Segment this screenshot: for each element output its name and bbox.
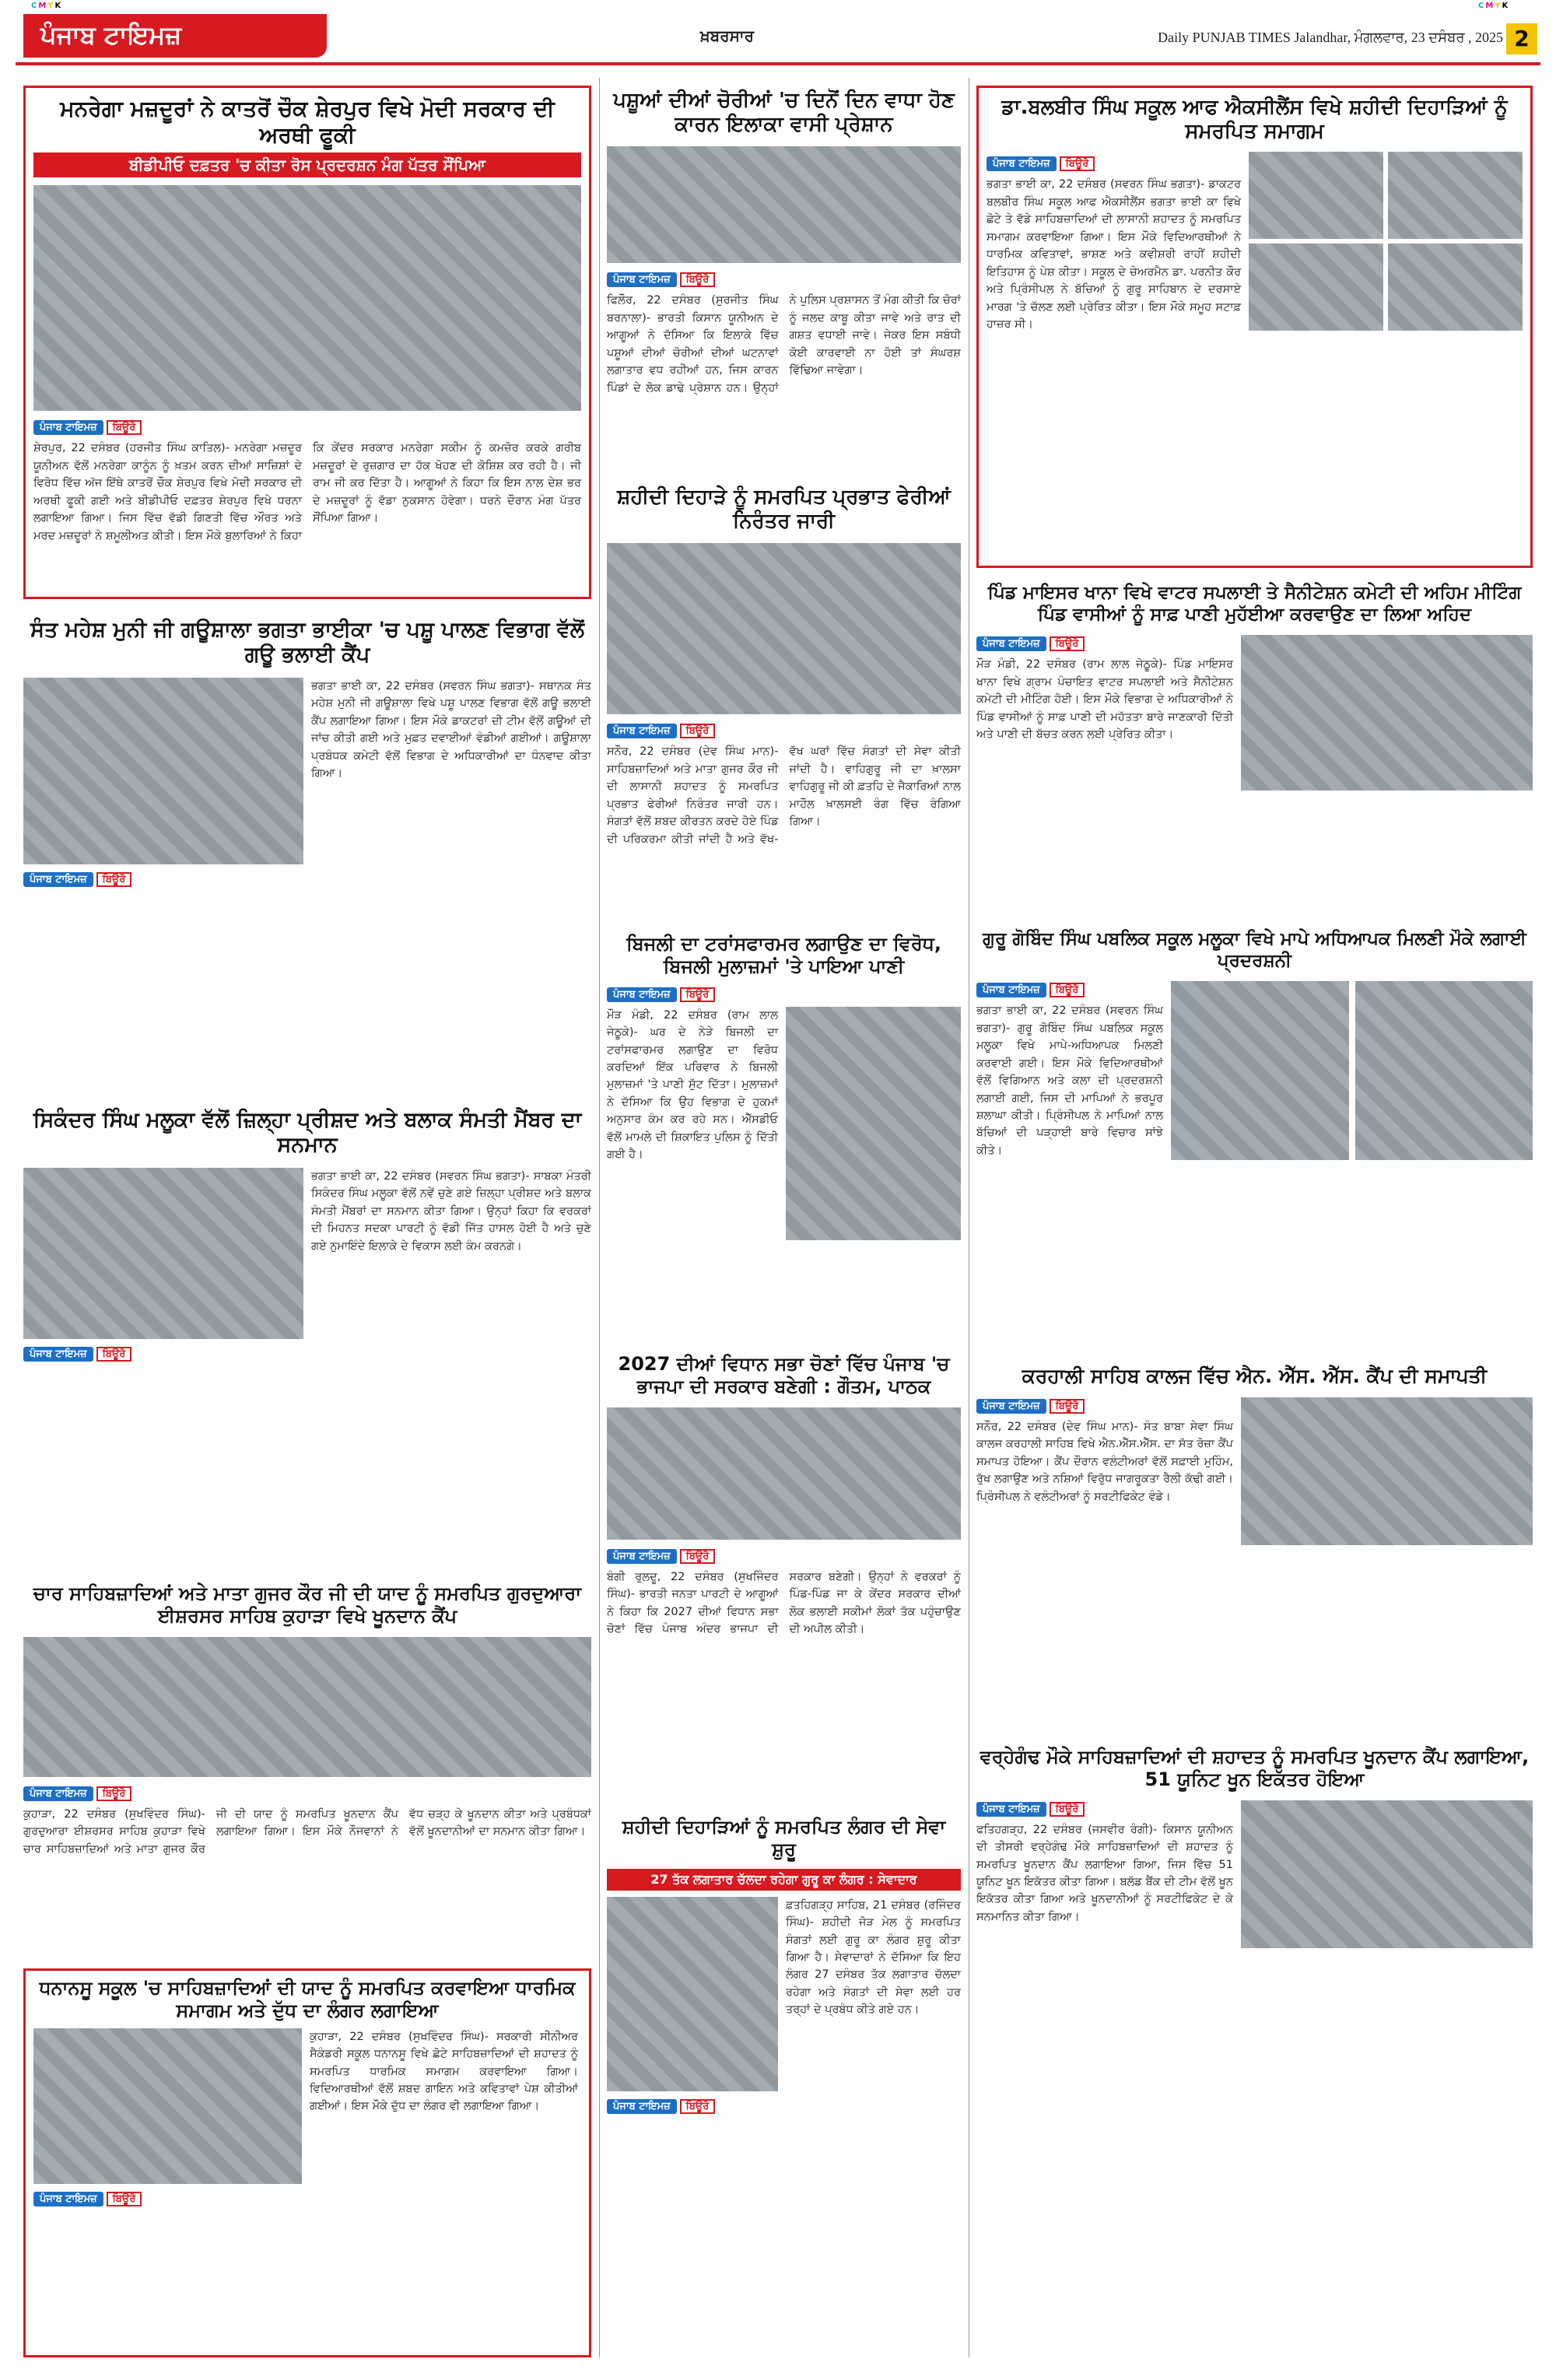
byline: ਪੰਜਾਬ ਟਾਇਮਜ਼ ਬਿਊਰੋ [987, 152, 1241, 176]
article-photo [1355, 981, 1533, 1160]
article-body: ਸਨੌਰ, 22 ਦਸੰਬਰ (ਦੇਵ ਸਿੰਘ ਮਾਨ)- ਸੰਤ ਬਾਬਾ ਸੇਵਾ ਸਿੰਘ ਕਾਲਜ ਕਰਹਾਲੀ ਸਾਹਿਬ ਵਿਖੇ ਐਨ.ਐੱਸ.ਐੱਸ. ਦਾ ਸੱਤ ਰੋਜ਼ਾ ਕੈਂਪ ਸਮਾਪਤ ਹੋਇਆ। ਕੈਂਪ ਦੌਰਾਨ ਵਲੰਟੀਅਰਾਂ ਵੱਲੋਂ ਸਫ਼ਾਈ ਮੁਹਿੰਮ, ਰੁੱਖ ਲਗਾਉਣ ਅਤੇ ਨਸ਼ਿਆਂ ਵਿਰੁੱਧ ਜਾਗਰੂਕਤਾ ਰੈਲੀ ਕੱਢੀ ਗਈ। ਪ੍ਰਿੰਸੀਪਲ ਨੇ ਵਲੰਟੀਅਰਾਂ ਨੂੰ ਸਰਟੀਫਿਕੇਟ ਵੰਡੇ। [976, 1421, 1233, 1503]
article-subhead: ਬੀਡੀਪੀਓ ਦਫ਼ਤਰ 'ਚ ਕੀਤਾ ਰੋਸ ਪ੍ਰਦਰਸ਼ਨ ਮੰਗ ਪੱਤਰ ਸੌਂਪਿਆ [33, 152, 581, 177]
article-photo [1241, 1397, 1533, 1545]
article-photo [33, 2028, 302, 2184]
article-body: ਸਨੌਰ, 22 ਦਸੰਬਰ (ਦੇਵ ਸਿੰਘ ਮਾਨ)- ਸਾਹਿਬਜ਼ਾਦਿਆਂ ਅਤੇ ਮਾਤਾ ਗੁਜਰ ਕੌਰ ਜੀ ਦੀ ਲਾਸਾਨੀ ਸ਼ਹਾਦਤ ਨੂੰ ਸਮਰਪਿਤ ਪ੍ਰਭਾਤ ਫੇਰੀਆਂ ਨਿਰੰਤਰ ਜਾਰੀ ਹਨ। ਸੰਗਤਾਂ ਵੱਲੋਂ ਸ਼ਬਦ ਕੀਰਤਨ ਕਰਦੇ ਹੋਏ ਪਿੰਡ ਦੀ ਪਰਿਕਰਮਾ ਕੀਤੀ ਜਾਂਦੀ ਹੈ ਅਤੇ ਵੱਖ-ਵੱਖ ਘਰਾਂ ਵਿੱਚ ਸੰਗਤਾਂ ਦੀ ਸੇਵਾ ਕੀਤੀ ਜਾਂਦੀ ਹੈ। ਵਾਹਿਗੁਰੂ ਜੀ ਦਾ ਖ਼ਾਲਸਾ ਵਾਹਿਗੁਰੂ ਜੀ ਕੀ ਫ਼ਤਹਿ ਦੇ ਜੈਕਾਰਿਆਂ ਨਾਲ ਮਾਹੌਲ ਖ਼ਾਲਸਈ ਰੰਗ ਵਿੱਚ ਰੰਗਿਆ ਗਿਆ। [607, 745, 961, 846]
article-photo [1241, 635, 1533, 790]
byline: ਪੰਜਾਬ ਟਾਇਮਜ਼ ਬਿਊਰੋ [607, 269, 961, 292]
byline: ਪੰਜਾਬ ਟਾਇਮਜ਼ ਬਿਊਰੋ [23, 1783, 591, 1806]
article-photo [786, 1007, 961, 1240]
section-label: ਖ਼ਬਰਸਾਰ [700, 26, 755, 45]
article-water-supply-meeting [976, 580, 1533, 914]
article-headline: ਪਸ਼ੂਆਂ ਦੀਆਂ ਚੋਰੀਆਂ 'ਚ ਦਿਨੋਂ ਦਿਨ ਵਾਧਾ ਹੋਣ ਕਾਰਨ ਇਲਾਕਾ ਵਾਸੀ ਪ੍ਰੇਸ਼ਾਨ [613, 89, 955, 137]
article-photo [607, 146, 961, 263]
byline: ਪੰਜਾਬ ਟਾਇਮਜ਼ ਬਿਊਰੋ [976, 1800, 1233, 1821]
article-body: ਮੌੜ ਮੰਡੀ, 22 ਦਸੰਬਰ (ਰਾਮ ਲਾਲ ਜੇਠੂਕੇ)- ਘਰ ਦੇ ਨੇੜੇ ਬਿਜਲੀ ਦਾ ਟਰਾਂਸਫਾਰਮਰ ਲਗਾਉਣ ਦਾ ਵਿਰੋਧ ਕਰਦਿਆਂ ਇੱਕ ਪਰਿਵਾਰ ਨੇ ਬਿਜਲੀ ਮੁਲਾਜ਼ਮਾਂ 'ਤੇ ਪਾਣੀ ਸੁੱਟ ਦਿੱਤਾ। ਮੁਲਾਜ਼ਮਾਂ ਨੇ ਦੱਸਿਆ ਕਿ ਉਹ ਵਿਭਾਗ ਦੇ ਹੁਕਮਾਂ ਅਨੁਸਾਰ ਕੰਮ ਕਰ ਰਹੇ ਸਨ। ਐੱਸਡੀਓ ਵੱਲੋਂ ਮਾਮਲੇ ਦੀ ਸ਼ਿਕਾਇਤ ਪੁਲਿਸ ਨੂੰ ਦਿੱਤੀ ਗਈ ਹੈ। [607, 1008, 778, 1162]
article-photo [23, 678, 303, 864]
article-headline: ਸੰਤ ਮਹੇਸ਼ ਮੁਨੀ ਜੀ ਗਊਸ਼ਾਲਾ ਭਗਤਾ ਭਾਈਕਾ 'ਚ ਪਸ਼ੂ ਪਾਲਣ ਵਿਭਾਗ ਵੱਲੋਂ ਗਊ ਭਲਾਈ ਕੈਂਪ [30, 618, 584, 668]
article-headline: ਸ਼ਹੀਦੀ ਦਿਹਾੜਿਆਂ ਨੂੰ ਸਮਰਪਿਤ ਲੰਗਰ ਦੀ ਸੇਵਾ ਸ਼ੁਰੂ [622, 1816, 946, 1860]
article-dhananasu-school [23, 1968, 591, 2357]
article-school-martyrdom-event [976, 86, 1533, 568]
article-headline: ਧਨਾਨਸੂ ਸਕੂਲ 'ਚ ਸਾਹਿਬਜ਼ਾਦਿਆਂ ਦੀ ਯਾਦ ਨੂੰ ਸਮਰਪਿਤ ਕਰਵਾਇਆ ਧਾਰਮਿਕ ਸਮਾਗਮ ਅਤੇ ਦੁੱਧ ਦਾ ਲੰਗਰ ਲਗਾਇਆ [39, 1977, 576, 2021]
article-cattle-theft [607, 86, 961, 475]
article-headline: ਵਰ੍ਹੇਗੰਢ ਮੌਕੇ ਸਾਹਿਬਜ਼ਾਦਿਆਂ ਦੀ ਸ਼ਹਾਦਤ ਨੂੰ ਸਮਰਪਿਤ ਖੂਨਦਾਨ ਕੈਂਪ ਲਗਾਇਆ, 51 ਯੂਨਿਟ ਖੂਨ ਇਕੱਤਰ ਹੋਇਆ [980, 1746, 1530, 1790]
article-photo [1249, 152, 1383, 239]
cmyk-marks-right: CMYK [1478, 2, 1510, 10]
article-photo [1241, 1800, 1533, 1948]
article-maluka-felicitation [23, 1105, 591, 1572]
article-gurdwara-blood-camp [23, 1579, 591, 1961]
article-headline: ਸ਼ਹੀਦੀ ਦਿਹਾੜੇ ਨੂੰ ਸਮਰਪਿਤ ਪ੍ਰਭਾਤ ਫੇਰੀਆਂ ਨਿਰੰਤਰ ਜਾਰੀ [617, 485, 951, 534]
article-blood-donation-51-units [976, 1743, 1533, 2357]
article-photo [23, 1637, 591, 1777]
masthead [0, 0, 1556, 62]
article-headline: ਮਨਰੇਗਾ ਮਜ਼ਦੂਰਾਂ ਨੇ ਕਾਤਰੋਂ ਚੌਕ ਸ਼ੇਰਪੁਰ ਵਿਖੇ ਮੋਦੀ ਸਰਕਾਰ ਦੀ ਅਰਥੀ ਫੂਕੀ [60, 96, 555, 148]
article-headline: ਕਰਹਾਲੀ ਸਾਹਿਬ ਕਾਲਜ ਵਿੱਚ ਐਨ. ਐੱਸ. ਐੱਸ. ਕੈਂਪ ਦੀ ਸਮਾਪਤੀ [1022, 1365, 1488, 1387]
byline: ਪੰਜਾਬ ਟਾਇਮਜ਼ ਬਿਊਰੋ [33, 2184, 302, 2211]
article-body: ਬੰਗੀ ਰੁਲਦੂ, 22 ਦਸੰਬਰ (ਸੁਖਜਿੰਦਰ ਸਿੰਘ)- ਭਾਰਤੀ ਜਨਤਾ ਪਾਰਟੀ ਦੇ ਆਗੂਆਂ ਨੇ ਕਿਹਾ ਕਿ 2027 ਦੀਆਂ ਵਿਧਾਨ ਸਭਾ ਚੋਣਾਂ ਵਿੱਚ ਪੰਜਾਬ ਅੰਦਰ ਭਾਜਪਾ ਦੀ ਸਰਕਾਰ ਬਣੇਗੀ। ਉਨ੍ਹਾਂ ਨੇ ਵਰਕਰਾਂ ਨੂੰ ਪਿੰਡ-ਪਿੰਡ ਜਾ ਕੇ ਕੇਂਦਰ ਸਰਕਾਰ ਦੀਆਂ ਲੋਕ ਭਲਾਈ ਸਕੀਮਾਂ ਲੋਕਾਂ ਤੱਕ ਪਹੁੰਚਾਉਣ ਦੀ ਅਪੀਲ ਕੀਤੀ। [607, 1570, 961, 1635]
byline: ਪੰਜਾਬ ਟਾਇਮਜ਼ ਬਿਊਰੋ [607, 720, 961, 743]
article-photo [23, 1168, 303, 1339]
byline: ਪੰਜਾਬ ਟਾਇਮਜ਼ ਬਿਊਰੋ [976, 1397, 1233, 1418]
byline: ਪੰਜਾਬ ਟਾਇਮਜ਼ ਬਿਊਰੋ [607, 1546, 961, 1569]
article-headline: ਡਾ.ਬਲਬੀਰ ਸਿੰਘ ਸਕੂਲ ਆਫ ਐਕਸੀਲੈਂਸ ਵਿਖੇ ਸ਼ਹੀਦੀ ਦਿਹਾੜਿਆਂ ਨੂੰ ਸਮਰਪਿਤ ਸਮਾਗਮ [1001, 96, 1508, 144]
page-number: 2 [1506, 23, 1537, 54]
byline: ਪੰਜਾਬ ਟਾਇਮਜ਼ ਬਿਊਰੋ [23, 864, 303, 892]
article-nss-camp [976, 1362, 1533, 1735]
article-headline: ਬਿਜਲੀ ਦਾ ਟਰਾਂਸਫਾਰਮਰ ਲਗਾਉਣ ਦਾ ਵਿਰੋਧ, ਬਿਜਲੀ ਮੁਲਾਜ਼ਮਾਂ 'ਤੇ ਪਾਇਆ ਪਾਣੀ [626, 933, 941, 977]
article-body: ਮੌੜ ਮੰਡੀ, 22 ਦਸੰਬਰ (ਰਾਮ ਲਾਲ ਜੇਠੂਕੇ)- ਪਿੰਡ ਮਾਇਸਰ ਖਾਨਾ ਵਿਖੇ ਗ੍ਰਾਮ ਪੰਚਾਇਤ ਵਾਟਰ ਸਪਲਾਈ ਅਤੇ ਸੈਨੀਟੇਸ਼ਨ ਕਮੇਟੀ ਦੀ ਮੀਟਿੰਗ ਹੋਈ। ਇਸ ਮੌਕੇ ਵਿਭਾਗ ਦੇ ਅਧਿਕਾਰੀਆਂ ਨੇ ਪਿੰਡ ਵਾਸੀਆਂ ਨੂੰ ਸਾਫ਼ ਪਾਣੀ ਦੀ ਮਹੱਤਤਾ ਬਾਰੇ ਜਾਣਕਾਰੀ ਦਿੱਤੀ ਅਤੇ ਪਾਣੀ ਦੀ ਬੱਚਤ ਕਰਨ ਲਈ ਪ੍ਰੇਰਿਤ ਕੀਤਾ। [976, 658, 1233, 741]
article-banner: 27 ਤੱਕ ਲਗਾਤਾਰ ਚੱਲਦਾ ਰਹੇਗਾ ਗੁਰੂ ਕਾ ਲੰਗਰ : ਸੇਵਾਦਾਰ [607, 1869, 961, 1891]
article-photo [1249, 244, 1383, 331]
article-body: ਭਗਤਾ ਭਾਈ ਕਾ, 22 ਦਸੰਬਰ (ਸਵਰਨ ਸਿੰਘ ਭਗਤਾ)- ਸਾਬਕਾ ਮੰਤਰੀ ਸਿਕੰਦਰ ਸਿੰਘ ਮਲੂਕਾ ਵੱਲੋਂ ਨਵੇਂ ਚੁਣੇ ਗਏ ਜ਼ਿਲ੍ਹਾ ਪ੍ਰੀਸ਼ਦ ਅਤੇ ਬਲਾਕ ਸੰਮਤੀ ਮੈਂਬਰਾਂ ਦਾ ਸਨਮਾਨ ਕੀਤਾ ਗਿਆ। ਉਨ੍ਹਾਂ ਕਿਹਾ ਕਿ ਵਰਕਰਾਂ ਦੀ ਮਿਹਨਤ ਸਦਕਾ ਪਾਰਟੀ ਨੂੰ ਵੱਡੀ ਜਿੱਤ ਹਾਸਲ ਹੋਈ ਹੈ ਅਤੇ ਚੁਣੇ ਗਏ ਨੁਮਾਇੰਦੇ ਇਲਾਕੇ ਦੇ ਵਿਕਾਸ ਲਈ ਕੰਮ ਕਰਨਗੇ। [311, 1169, 591, 1253]
article-body: ਸ਼ੇਰਪੁਰ, 22 ਦਸੰਬਰ (ਹਰਜੀਤ ਸਿੰਘ ਕਾਤਿਲ)- ਮਨਰੇਗਾ ਮਜ਼ਦੂਰ ਯੂਨੀਅਨ ਵੱਲੋਂ ਮਨਰੇਗਾ ਕਾਨੂੰਨ ਨੂੰ ਖ਼ਤਮ ਕਰਨ ਦੀਆਂ ਸਾਜ਼ਿਸ਼ਾਂ ਦੇ ਵਿਰੋਧ ਵਿੱਚ ਅੱਜ ਇੱਥੇ ਕਾਤਰੋਂ ਚੌਕ ਸ਼ੇਰਪੁਰ ਵਿਖੇ ਮੋਦੀ ਸਰਕਾਰ ਦੀ ਅਰਥੀ ਫੂਕੀ ਗਈ ਅਤੇ ਬੀਡੀਪੀਓ ਦਫ਼ਤਰ ਸ਼ੇਰਪੁਰ ਵਿਖੇ ਧਰਨਾ ਲਗਾਇਆ ਗਿਆ। ਜਿਸ ਵਿੱਚ ਵੱਡੀ ਗਿਣਤੀ ਵਿੱਚ ਔਰਤ ਅਤੇ ਮਰਦ ਮਜ਼ਦੂਰਾਂ ਨੇ ਸ਼ਮੂਲੀਅਤ ਕੀਤੀ। ਇਸ ਮੌਕੇ ਬੁਲਾਰਿਆਂ ਨੇ ਕਿਹਾ ਕਿ ਕੇਂਦਰ ਸਰਕਾਰ ਮਨਰੇਗਾ ਸਕੀਮ ਨੂੰ ਕਮਜ਼ੋਰ ਕਰਕੇ ਗਰੀਬ ਮਜ਼ਦੂਰਾਂ ਦੇ ਰੁਜ਼ਗਾਰ ਦਾ ਹੱਕ ਖੋਹਣ ਦੀ ਕੋਸ਼ਿਸ਼ ਕਰ ਰਹੀ ਹੈ। ਜੀ ਰਾਮ ਜੀ ਕਰ ਦਿੱਤਾ ਹੈ। ਆਗੂਆਂ ਨੇ ਕਿਹਾ ਕਿ ਇਸ ਨਾਲ ਦੇਸ਼ ਭਰ ਦੇ ਮਜ਼ਦੂਰਾਂ ਨੂੰ ਵੱਡਾ ਨੁਕਸਾਨ ਹੋਵੇਗਾ। ਧਰਨੇ ਦੌਰਾਨ ਮੰਗ ਪੱਤਰ ਸੌਂਪਿਆ ਗਿਆ। [33, 442, 581, 542]
article-headline: 2027 ਦੀਆਂ ਵਿਧਾਨ ਸਭਾ ਚੋਣਾਂ ਵਿੱਚ ਪੰਜਾਬ 'ਚ ਭਾਜਪਾ ਦੀ ਸਰਕਾਰ ਬਣੇਗੀ : ਗੌਤਮ, ਪਾਠਕ [618, 1353, 950, 1397]
cmyk-marks-left: CMYK [31, 2, 63, 10]
article-body: ਫਿਲੌਰ, 22 ਦਸੰਬਰ (ਸੁਰਜੀਤ ਸਿੰਘ ਬਰਨਾਲਾ)- ਭਾਰਤੀ ਕਿਸਾਨ ਯੂਨੀਅਨ ਦੇ ਆਗੂਆਂ ਨੇ ਦੱਸਿਆ ਕਿ ਇਲਾਕੇ ਵਿੱਚ ਪਸ਼ੂਆਂ ਦੀਆਂ ਚੋਰੀਆਂ ਦੀਆਂ ਘਟਨਾਵਾਂ ਲਗਾਤਾਰ ਵਧ ਰਹੀਆਂ ਹਨ, ਜਿਸ ਕਾਰਨ ਪਿੰਡਾਂ ਦੇ ਲੋਕ ਡਾਢੇ ਪ੍ਰੇਸ਼ਾਨ ਹਨ। ਉਨ੍ਹਾਂ ਨੇ ਪੁਲਿਸ ਪ੍ਰਸ਼ਾਸਨ ਤੋਂ ਮੰਗ ਕੀਤੀ ਕਿ ਚੋਰਾਂ ਨੂੰ ਜਲਦ ਕਾਬੂ ਕੀਤਾ ਜਾਵੇ ਅਤੇ ਰਾਤ ਦੀ ਗਸ਼ਤ ਵਧਾਈ ਜਾਵੇ। ਜੇਕਰ ਇਸ ਸਬੰਧੀ ਕੋਈ ਕਾਰਵਾਈ ਨਾ ਹੋਈ ਤਾਂ ਸੰਘਰਸ਼ ਵਿੱਢਿਆ ਜਾਵੇਗਾ। [607, 294, 961, 394]
article-mgnrega-protest [23, 86, 591, 599]
article-body: ਫ਼ਤਹਿਗੜ੍ਹ ਸਾਹਿਬ, 21 ਦਸੰਬਰ (ਰਜਿੰਦਰ ਸਿੰਘ)- ਸ਼ਹੀਦੀ ਜੋੜ ਮੇਲ ਨੂੰ ਸਮਰਪਿਤ ਸੰਗਤਾਂ ਲਈ ਗੁਰੂ ਕਾ ਲੰਗਰ ਸ਼ੁਰੂ ਕੀਤਾ ਗਿਆ ਹੈ। ਸੇਵਾਦਾਰਾਂ ਨੇ ਦੱਸਿਆ ਕਿ ਇਹ ਲੰਗਰ 27 ਦਸੰਬਰ ਤੱਕ ਲਗਾਤਾਰ ਚੱਲਦਾ ਰਹੇਗਾ ਅਤੇ ਸੰਗਤਾਂ ਦੀ ਸੇਵਾ ਲਈ ਹਰ ਤਰ੍ਹਾਂ ਦੇ ਪ੍ਰਬੰਧ ਕੀਤੇ ਗਏ ਹਨ। [786, 1898, 961, 2017]
byline: ਪੰਜਾਬ ਟਾਇਮਜ਼ ਬਿਊਰੋ [23, 1339, 303, 1366]
article-photo [607, 543, 961, 714]
article-body: ਭਗਤਾ ਭਾਈ ਕਾ, 22 ਦਸੰਬਰ (ਸਵਰਨ ਸਿੰਘ ਭਗਤਾ)- ਸਥਾਨਕ ਸੰਤ ਮਹੇਸ਼ ਮੁਨੀ ਜੀ ਗਊਸ਼ਾਲਾ ਵਿਖੇ ਪਸ਼ੂ ਪਾਲਣ ਵਿਭਾਗ ਵੱਲੋਂ ਗਊ ਭਲਾਈ ਕੈਂਪ ਲਗਾਇਆ ਗਿਆ। ਇਸ ਮੌਕੇ ਡਾਕਟਰਾਂ ਦੀ ਟੀਮ ਵੱਲੋਂ ਗਊਆਂ ਦੀ ਜਾਂਚ ਕੀਤੀ ਗਈ ਅਤੇ ਮੁਫ਼ਤ ਦਵਾਈਆਂ ਵੰਡੀਆਂ ਗਈਆਂ। ਗਊਸ਼ਾਲਾ ਪ੍ਰਬੰਧਕ ਕਮੇਟੀ ਵੱਲੋਂ ਵਿਭਾਗ ਦੇ ਅਧਿਕਾਰੀਆਂ ਦਾ ਧੰਨਵਾਦ ਕੀਤਾ ਗਿਆ। [311, 679, 591, 780]
article-photo [607, 1897, 778, 2091]
newspaper-logo: ਪੰਜਾਬ ਟਾਇਮਜ਼ [23, 14, 327, 58]
article-headline: ਸਿਕੰਦਰ ਸਿੰਘ ਮਲੂਕਾ ਵੱਲੋਂ ਜ਼ਿਲ੍ਹਾ ਪ੍ਰੀਸ਼ਦ ਅਤੇ ਬਲਾਕ ਸੰਮਤੀ ਮੈਂਬਰ ਦਾ ਸਨਮਾਨ [33, 1108, 582, 1158]
byline: ਪੰਜਾਬ ਟਾਇਮਜ਼ ਬਿਊਰੋ [976, 981, 1163, 1002]
article-photo [1388, 152, 1523, 239]
article-school-exhibition [976, 926, 1533, 1354]
article-photo [1388, 244, 1523, 331]
masthead-rule [16, 62, 1540, 65]
article-transformer-protest [607, 930, 961, 1342]
article-body: ਕੁਹਾੜਾ, 22 ਦਸੰਬਰ (ਸੁਖਵਿੰਦਰ ਸਿੰਘ)- ਗੁਰਦੁਆਰਾ ਈਸ਼ਰਸਰ ਸਾਹਿਬ ਕੁਹਾੜਾ ਵਿਖੇ ਚਾਰ ਸਾਹਿਬਜ਼ਾਦਿਆਂ ਅਤੇ ਮਾਤਾ ਗੁਜਰ ਕੌਰ ਜੀ ਦੀ ਯਾਦ ਨੂੰ ਸਮਰਪਿਤ ਖੂਨਦਾਨ ਕੈਂਪ ਲਗਾਇਆ ਗਿਆ। ਇਸ ਮੌਕੇ ਨੌਜਵਾਨਾਂ ਨੇ ਵੱਧ ਚੜ੍ਹ ਕੇ ਖੂਨਦਾਨ ਕੀਤਾ ਅਤੇ ਪ੍ਰਬੰਧਕਾਂ ਵੱਲੋਂ ਖੂਨਦਾਨੀਆਂ ਦਾ ਸਨਮਾਨ ਕੀਤਾ ਗਿਆ। [23, 1807, 591, 1856]
byline: ਪੰਜਾਬ ਟਾਇਮਜ਼ ਬਿਊਰੋ [607, 2091, 778, 2119]
article-photo [607, 1407, 961, 1540]
article-body: ਭਗਤਾ ਭਾਈ ਕਾ, 22 ਦਸੰਬਰ (ਸਵਰਨ ਸਿੰਘ ਭਗਤਾ)- ਗੁਰੂ ਗੋਬਿੰਦ ਸਿੰਘ ਪਬਲਿਕ ਸਕੂਲ ਮਲੂਕਾ ਵਿਖੇ ਮਾਪੇ-ਅਧਿਆਪਕ ਮਿਲਣੀ ਕਰਵਾਈ ਗਈ। ਇਸ ਮੌਕੇ ਵਿਦਿਆਰਥੀਆਂ ਵੱਲੋਂ ਵਿਗਿਆਨ ਅਤੇ ਕਲਾ ਦੀ ਪ੍ਰਦਰਸ਼ਨੀ ਲਗਾਈ ਗਈ, ਜਿਸ ਦੀ ਮਾਪਿਆਂ ਨੇ ਭਰਪੂਰ ਸ਼ਲਾਘਾ ਕੀਤੀ। ਪ੍ਰਿੰਸੀਪਲ ਨੇ ਮਾਪਿਆਂ ਨਾਲ ਬੱਚਿਆਂ ਦੀ ਪੜ੍ਹਾਈ ਬਾਰੇ ਵਿਚਾਰ ਸਾਂਝੇ ਕੀਤੇ। [976, 1004, 1163, 1157]
article-headline: ਪਿੰਡ ਮਾਇਸਰ ਖਾਨਾ ਵਿਖੇ ਵਾਟਰ ਸਪਲਾਈ ਤੇ ਸੈਨੀਟੇਸ਼ਨ ਕਮੇਟੀ ਦੀ ਅਹਿਮ ਮੀਟਿੰਗ ਪਿੰਡ ਵਾਸੀਆਂ ਨੂੰ ਸਾਫ਼ ਪਾਣੀ ਮੁਹੱਈਆ ਕਰਵਾਉਣ ਦਾ ਲਿਆ ਅਹਿਦ [987, 583, 1522, 625]
article-body: ਫਤਿਹਗੜ੍ਹ, 22 ਦਸੰਬਰ (ਜਸਵੀਰ ਰੰਗੀ)- ਕਿਸਾਨ ਯੂਨੀਅਨ ਦੀ ਤੀਸਰੀ ਵਰ੍ਹੇਗੰਢ ਮੌਕੇ ਸਾਹਿਬਜ਼ਾਦਿਆਂ ਦੀ ਸ਼ਹਾਦਤ ਨੂੰ ਸਮਰਪਿਤ ਖੂਨਦਾਨ ਕੈਂਪ ਲਗਾਇਆ ਗਿਆ, ਜਿਸ ਵਿੱਚ 51 ਯੂਨਿਟ ਖੂਨ ਇਕੱਤਰ ਕੀਤਾ ਗਿਆ। ਬਲੱਡ ਬੈਂਕ ਦੀ ਟੀਮ ਵੱਲੋਂ ਖੂਨ ਇਕੱਤਰ ਕੀਤਾ ਗਿਆ ਅਤੇ ਖੂਨਦਾਨੀਆਂ ਨੂੰ ਸਰਟੀਫਿਕੇਟ ਦੇ ਕੇ ਸਨਮਾਨਿਤ ਕੀਤਾ ਗਿਆ। [976, 1823, 1233, 1923]
byline: ਪੰਜਾਬ ਟਾਇਮਜ਼ ਬਿਊਰੋ [26, 419, 589, 440]
article-photo [33, 185, 581, 411]
article-langar-seva [607, 1813, 961, 2357]
article-prabhat-pheri [607, 482, 961, 922]
article-headline: ਚਾਰ ਸਾਹਿਬਜ਼ਾਦਿਆਂ ਅਤੇ ਮਾਤਾ ਗੁਜਰ ਕੌਰ ਜੀ ਦੀ ਯਾਦ ਨੂੰ ਸਮਰਪਿਤ ਗੁਰਦੁਆਰਾ ਈਸ਼ਰਸਰ ਸਾਹਿਬ ਕੁਹਾੜਾ ਵਿਖੇ ਖੂਨਦਾਨ ਕੈਂਪ [33, 1583, 582, 1627]
article-photo [1171, 981, 1349, 1160]
article-body: ਭਗਤਾ ਭਾਈ ਕਾ, 22 ਦਸੰਬਰ (ਸਵਰਨ ਸਿੰਘ ਭਗਤਾ)- ਡਾਕਟਰ ਬਲਬੀਰ ਸਿੰਘ ਸਕੂਲ ਆਫ ਐਕਸੀਲੈਂਸ ਭਗਤਾ ਭਾਈ ਕਾ ਵਿਖੇ ਛੋਟੇ ਤੇ ਵੱਡੇ ਸਾਹਿਬਜ਼ਾਦਿਆਂ ਦੀ ਲਾਸਾਨੀ ਸ਼ਹਾਦਤ ਨੂੰ ਸਮਰਪਿਤ ਸਮਾਗਮ ਕਰਵਾਇਆ ਗਿਆ। ਇਸ ਮੌਕੇ ਵਿਦਿਆਰਥੀਆਂ ਨੇ ਧਾਰਮਿਕ ਕਵਿਤਾਵਾਂ, ਭਾਸ਼ਣ ਅਤੇ ਕਵੀਸ਼ਰੀ ਰਾਹੀਂ ਸ਼ਹੀਦੀ ਇਤਿਹਾਸ ਨੂੰ ਪੇਸ਼ ਕੀਤਾ। ਸਕੂਲ ਦੇ ਚੇਅਰਮੈਨ ਡਾ. ਪਰਨੀਤ ਕੌਰ ਅਤੇ ਪ੍ਰਿੰਸੀਪਲ ਨੇ ਬੱਚਿਆਂ ਨੂੰ ਗੁਰੂ ਸਾਹਿਬਾਨ ਦੇ ਦਰਸਾਏ ਮਾਰਗ 'ਤੇ ਚੱਲਣ ਲਈ ਪ੍ਰੇਰਿਤ ਕੀਤਾ। ਇਸ ਮੌਕੇ ਸਮੂਹ ਸਟਾਫ਼ ਹਾਜ਼ਰ ਸੀ। [987, 178, 1242, 331]
article-headline: ਗੁਰੂ ਗੋਬਿੰਦ ਸਿੰਘ ਪਬਲਿਕ ਸਕੂਲ ਮਲੂਕਾ ਵਿਖੇ ਮਾਪੇ ਅਧਿਆਪਕ ਮਿਲਣੀ ਮੌਕੇ ਲਗਾਈ ਪ੍ਰਦਰਸ਼ਨੀ [983, 929, 1526, 971]
byline: ਪੰਜਾਬ ਟਾਇਮਜ਼ ਬਿਊਰੋ [607, 981, 961, 1007]
article-bjp-2027 [607, 1350, 961, 1805]
byline: ਪੰਜਾਬ ਟਾਇਮਜ਼ ਬਿਊਰੋ [976, 635, 1233, 656]
dateline: Daily PUNJAB TIMES Jalandhar, ਮੰਗਲਵਾਰ, 23 ਦਸੰਬਰ , 2025 [1158, 30, 1503, 45]
column-divider [599, 78, 600, 2357]
article-body: ਕੁਹਾੜਾ, 22 ਦਸੰਬਰ (ਸੁਖਵਿੰਦਰ ਸਿੰਘ)- ਸਰਕਾਰੀ ਸੀਨੀਅਰ ਸੈਕੰਡਰੀ ਸਕੂਲ ਧਨਾਨਸੂ ਵਿਖੇ ਛੋਟੇ ਸਾਹਿਬਜ਼ਾਦਿਆਂ ਦੀ ਸ਼ਹਾਦਤ ਨੂੰ ਸਮਰਪਿਤ ਧਾਰਮਿਕ ਸਮਾਗਮ ਕਰਵਾਇਆ ਗਿਆ। ਵਿਦਿਆਰਥੀਆਂ ਵੱਲੋਂ ਸ਼ਬਦ ਗਾਇਨ ਅਤੇ ਕਵਿਤਾਵਾਂ ਪੇਸ਼ ਕੀਤੀਆਂ ਗਈਆਂ। ਇਸ ਮੌਕੇ ਦੁੱਧ ਦਾ ਲੰਗਰ ਵੀ ਲਗਾਇਆ ਗਿਆ। [310, 2030, 578, 2113]
article-gaushala-camp [23, 615, 591, 1097]
